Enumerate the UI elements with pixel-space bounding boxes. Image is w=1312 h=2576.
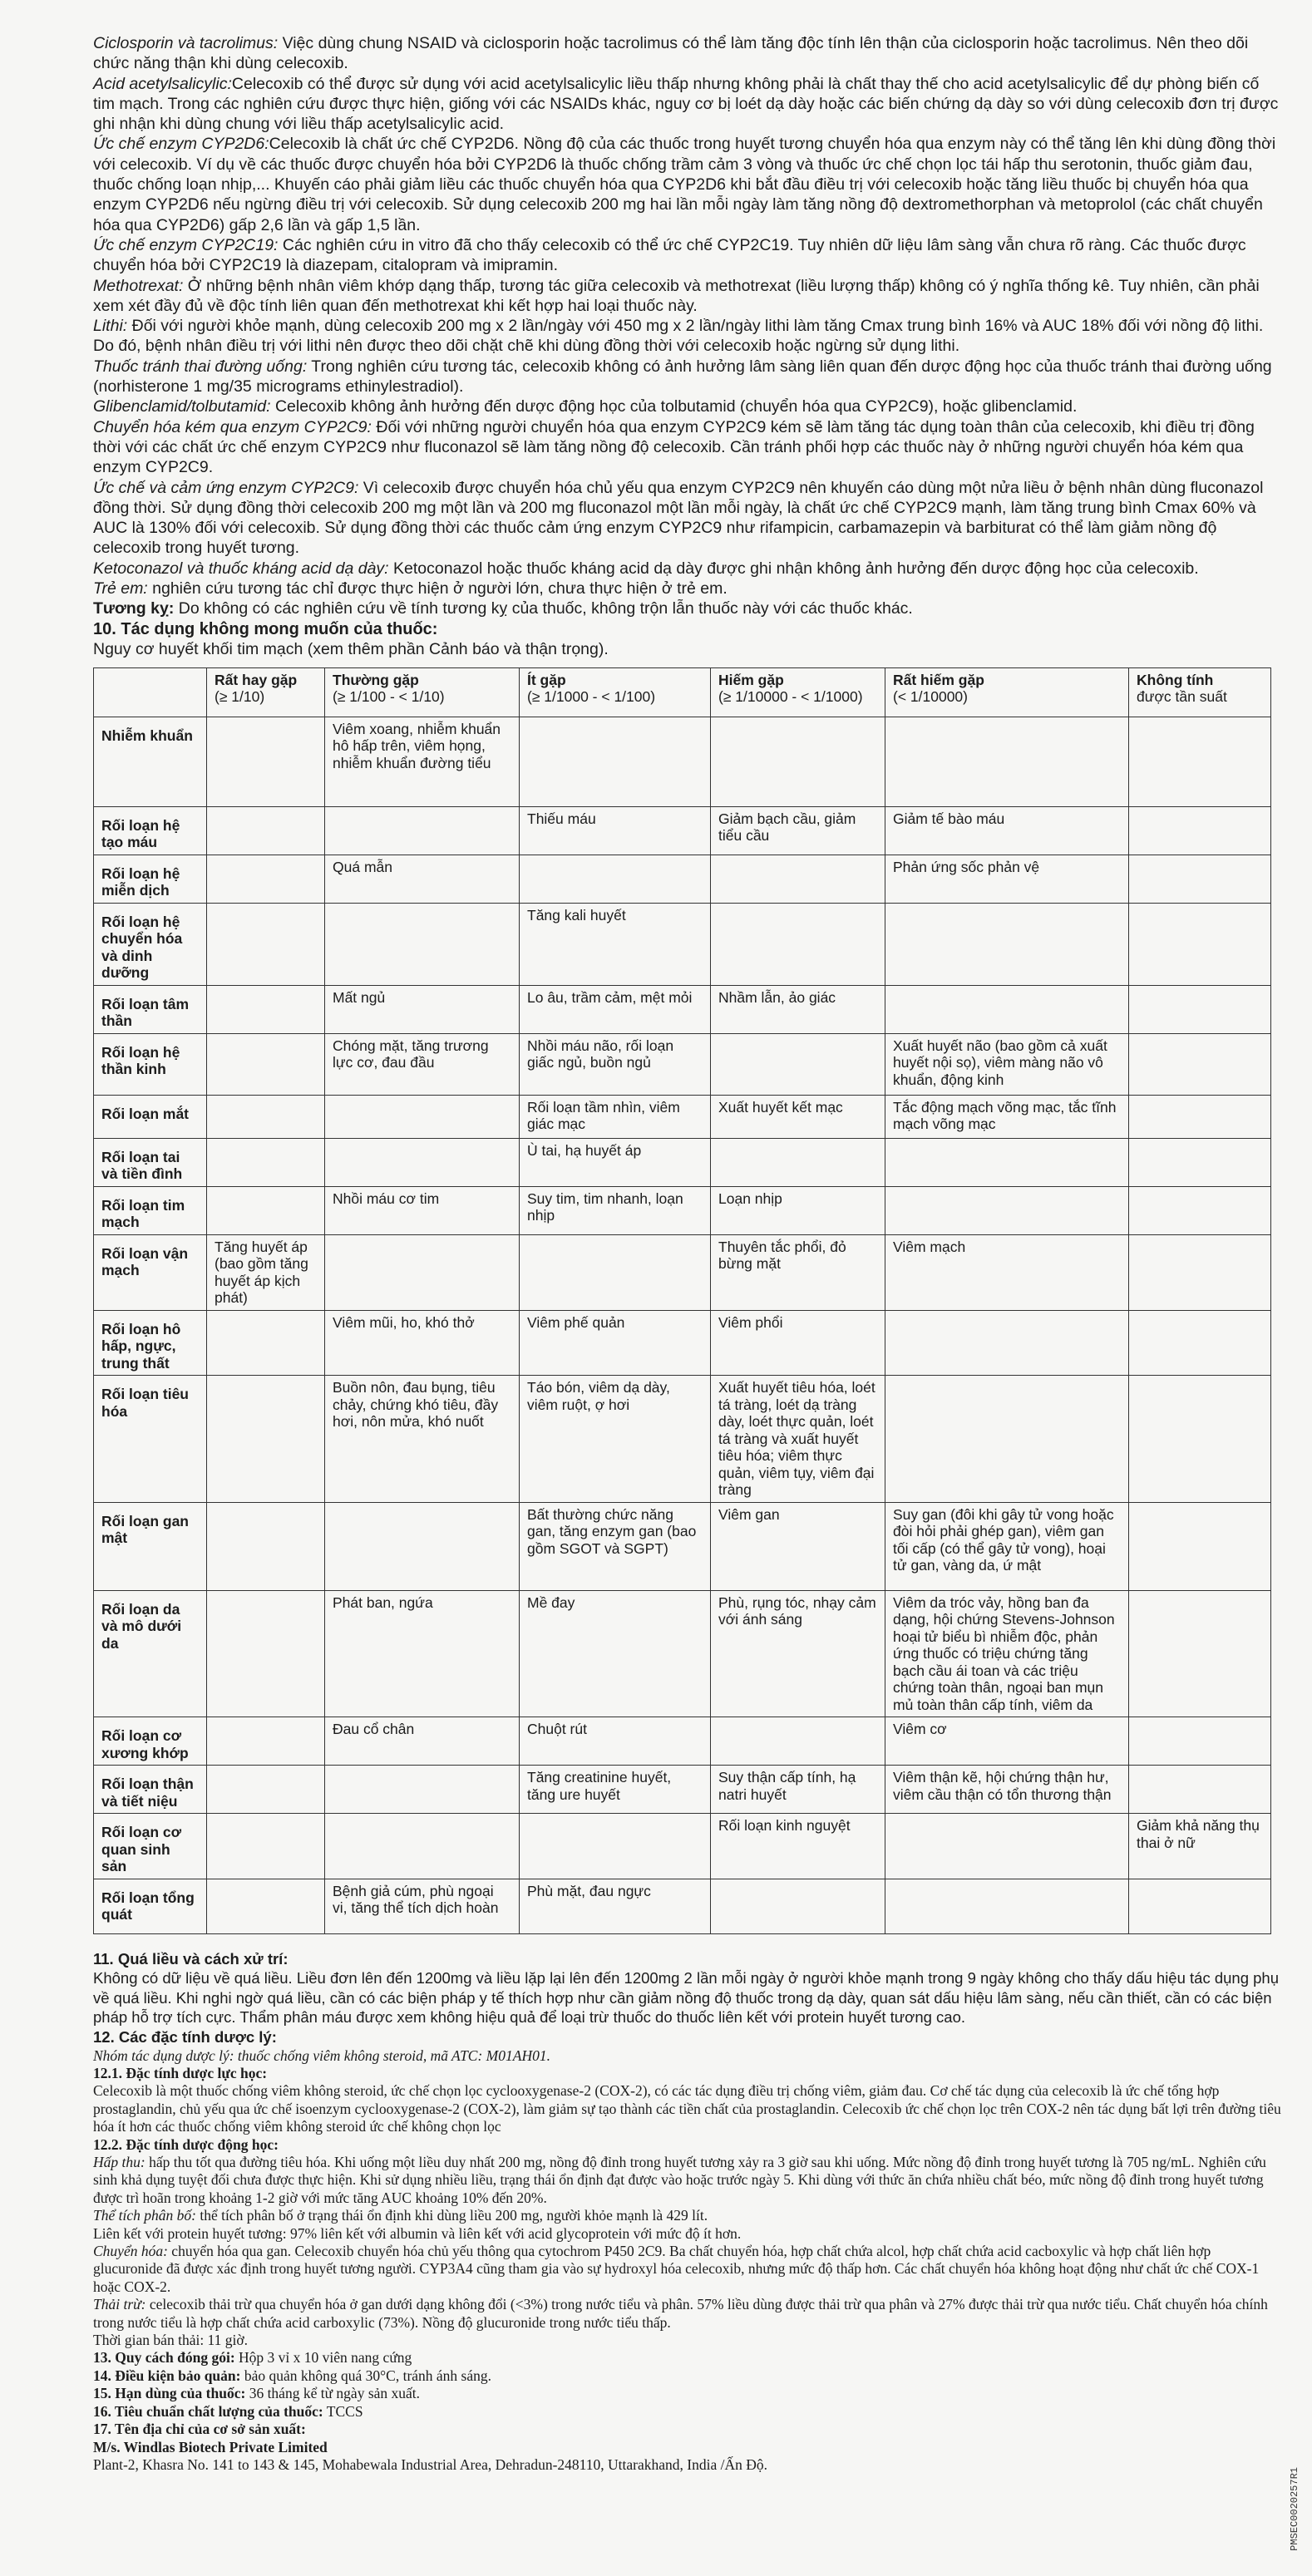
table-cell: [1129, 1590, 1271, 1717]
paragraph: Acid acetylsalicylic:Celecoxib có thể được sử dụng với acid acetylsalicylic liều thấp nhưng không phải là chất thay thế cho acid acetylsalicylic để dự phòng biến cố tim mạch. Trong các nghiên cứu được thực hiện, giống với các NSAIDs khác, nguy cơ bị loét dạ dày hoặc các biến chứng dạ dày so với dùng celecoxib đơn trị được ghi nhận khi dùng chung với liều thấp acetylsalicylic acid.: [93, 74, 1279, 134]
organ-class-cell: Nhiễm khuẩn: [94, 717, 207, 806]
table-cell: [885, 1138, 1129, 1186]
table-cell: [885, 1310, 1129, 1376]
table-cell: Phát ban, ngứa: [325, 1590, 520, 1717]
table-cell: [207, 1376, 325, 1503]
footer-item: 14. Điều kiện bảo quản: bảo quản không quá 30°C, tránh ánh sáng.: [93, 2367, 492, 2384]
footer-item: 17. Tên địa chỉ của cơ sở sản xuất:: [93, 2421, 306, 2438]
pk-item: Thải trừ: celecoxib thải trừ qua chuyển hóa ở gan dưới dạng không đổi (<3%) trong nước tiểu và phân. 57% liều dùng được thải trừ qua phân và 27% được thải trừ qua nước tiểu. Chất chuyển hóa chính trong nước tiểu là hợp chất chứa acid carboxylic (73%). Nồng độ glucuronide trong nước tiểu thấp.: [93, 2296, 1268, 2331]
organ-class-cell: Rối loạn vận mạch: [94, 1234, 207, 1310]
table-row: [94, 1502, 1271, 1590]
table-cell: Tăng kali huyết: [520, 903, 711, 985]
leaflet-page: [93, 33, 1282, 2474]
table-row: [94, 1033, 1271, 1095]
table-cell: [207, 1590, 325, 1717]
organ-class-cell: Rối loạn tâm thần: [94, 985, 207, 1033]
table-cell: [207, 1186, 325, 1234]
table-cell: [1129, 1033, 1271, 1095]
table-cell: Viêm gan: [711, 1502, 885, 1590]
table-cell: [885, 1814, 1129, 1879]
table-cell: [207, 1310, 325, 1376]
table-cell: [711, 1879, 885, 1933]
section-12-2-title: 12.2. Đặc tính dược động học:: [93, 2135, 279, 2153]
organ-class-cell: Rối loạn tổng quát: [94, 1879, 207, 1933]
table-cell: [207, 1879, 325, 1933]
table-header-row: [94, 667, 1271, 717]
table-cell: Viêm mũi, ho, khó thở: [325, 1310, 520, 1376]
table-cell: [711, 1138, 885, 1186]
pk-item: Thể tích phân bố: thể tích phân bố ở trạng thái ổn định khi dùng liều 200 mg, người khỏe mạnh là 429 lít.: [93, 2207, 708, 2224]
table-row: [94, 1376, 1271, 1503]
header-cell: Không tính được tần suất: [1129, 667, 1271, 717]
table-cell: Chuột rút: [520, 1717, 711, 1766]
document-code: PMSEC0020257R1: [1289, 2467, 1300, 2551]
table-row: [94, 1095, 1271, 1138]
table-cell: [207, 1766, 325, 1814]
organ-class-cell: Rối loạn hệ tạo máu: [94, 806, 207, 855]
table-cell: Nhầm lẫn, ảo giác: [711, 985, 885, 1033]
table-cell: [520, 717, 711, 806]
organ-class-cell: Rối loạn cơ xương khớp: [94, 1717, 207, 1766]
organ-class-cell: Rối loạn hệ thần kinh: [94, 1033, 207, 1095]
section-10-subtitle: Nguy cơ huyết khối tim mạch (xem thêm phần Cảnh báo và thận trọng).: [93, 639, 609, 658]
organ-class-cell: Rối loạn hệ miễn dịch: [94, 855, 207, 903]
table-cell: [885, 717, 1129, 806]
table-cell: [1129, 1502, 1271, 1590]
lower-sections: [93, 1949, 1282, 2475]
table-cell: Viêm cơ: [885, 1717, 1129, 1766]
paragraph: Chuyển hóa kém qua enzym CYP2C9: Đối với những người chuyển hóa qua enzym CYP2C9 kém sẽ làm tăng tác dụng toàn thân của celecoxib, khi điều trị đồng thời với các chất ức chế enzym CYP2C9 như fluconazol sẽ làm tăng nồng độ celecoxib. Cần tránh phối hợp các thuốc này ở những người chuyển hóa kém qua enzym CYP2C9.: [93, 417, 1255, 477]
section-12-1-text: Celecoxib là một thuốc chống viêm không steroid, ức chế chọn lọc cyclooxygenase-2 (COX-2), có các tác dụng điều trị chống viêm, giảm đau. Cơ chế tác dụng của celecoxib là ức chế tổng hợp prostaglandin, chủ yếu qua ức chế isoenzym cyclooxygenase-2 (COX-2), làm giảm sự tạo thành các tiền chất của prostaglandin. Celecoxib ức chế chọn lọc trên COX-2 nên tác dụng bất lợi trên đường tiêu hóa ít hơn các thuốc chống viêm không steroid ức chế không chọn lọc: [93, 2082, 1281, 2135]
table-cell: Bệnh giả cúm, phù ngoại vi, tăng thể tích dịch hoàn: [325, 1879, 520, 1933]
paragraph: Ciclosporin và tacrolimus: Việc dùng chung NSAID và ciclosporin hoặc tacrolimus có thể làm tăng độc tính lên thận của ciclosporin hoặc tacrolimus. Nên theo dõi chức năng thận khi dùng celecoxib.: [93, 34, 1249, 73]
table-cell: [1129, 806, 1271, 855]
header-cell: Thường gặp (≥ 1/100 - < 1/10): [325, 667, 520, 717]
table-cell: [325, 1814, 520, 1879]
paragraph: Ketoconazol và thuốc kháng acid dạ dày: Ketoconazol hoặc thuốc kháng acid dạ dày được ghi nhận không ảnh hưởng đến dược động học của celecoxib.: [93, 559, 1199, 578]
table-cell: Viêm xoang, nhiễm khuẩn hô hấp trên, viêm họng, nhiễm khuẩn đường tiểu: [325, 717, 520, 806]
header-cell: [94, 667, 207, 717]
table-cell: [207, 855, 325, 903]
table-cell: Giảm tế bào máu: [885, 806, 1129, 855]
section-11-title: 11. Quá liều và cách xử trí:: [93, 1949, 289, 1968]
table-cell: Suy gan (đôi khi gây tử vong hoặc đòi hỏi phải ghép gan), viêm gan tối cấp (có thể gây tử vong), hoại tử gan, vàng da, ứ mật: [885, 1502, 1129, 1590]
table-cell: [711, 855, 885, 903]
header-cell: Rất hay gặp (≥ 1/10): [207, 667, 325, 717]
header-cell: Rất hiếm gặp (< 1/10000): [885, 667, 1129, 717]
paragraph: Methotrexat: Ở những bệnh nhân viêm khớp dạng thấp, tương tác giữa celecoxib và methotrexat (liều lượng thấp) không có ý nghĩa thống kê. Tuy nhiên, cần phải xem xét đầy đủ về độc tính liên quan đến methotrexat khi kết hợp hai loại thuốc này.: [93, 276, 1260, 315]
table-cell: Giảm khả năng thụ thai ở nữ: [1129, 1814, 1271, 1879]
table-row: [94, 985, 1271, 1033]
table-cell: [1129, 717, 1271, 806]
table-cell: [711, 1033, 885, 1095]
table-cell: [885, 1879, 1129, 1933]
table-cell: Táo bón, viêm dạ dày, viêm ruột, ợ hơi: [520, 1376, 711, 1503]
paragraph: Thuốc tránh thai đường uống: Trong nghiên cứu tương tác, celecoxib không có ảnh hưởng lâm sàng liên quan đến dược động học của thuốc tránh thai đường uống (norhisterone 1 mg/35 micrograms ethinylestradiol).: [93, 357, 1272, 396]
table-cell: [325, 1234, 520, 1310]
organ-class-cell: Rối loạn gan mật: [94, 1502, 207, 1590]
table-cell: [1129, 855, 1271, 903]
table-cell: [520, 1814, 711, 1879]
table-cell: Tăng huyết áp (bao gồm tăng huyết áp kịch phát): [207, 1234, 325, 1310]
table-cell: Đau cổ chân: [325, 1717, 520, 1766]
paragraph: Trẻ em: nghiên cứu tương tác chỉ được thực hiện ở người lớn, chưa thực hiện ở trẻ em.: [93, 579, 728, 598]
table-cell: [207, 903, 325, 985]
table-cell: [325, 903, 520, 985]
table-cell: Tăng creatinine huyết, tăng ure huyết: [520, 1766, 711, 1814]
table-cell: Quá mẫn: [325, 855, 520, 903]
footer-item: 15. Hạn dùng của thuốc: 36 tháng kể từ ngày sản xuất.: [93, 2385, 421, 2402]
organ-class-cell: Rối loạn tiêu hóa: [94, 1376, 207, 1503]
table-cell: [711, 1717, 885, 1766]
table-cell: Xuất huyết não (bao gồm cả xuất huyết nội sọ), viêm màng não vô khuẩn, động kinh: [885, 1033, 1129, 1095]
table-cell: [520, 855, 711, 903]
table-row: [94, 1766, 1271, 1814]
table-cell: Ù tai, hạ huyết áp: [520, 1138, 711, 1186]
table-cell: Thiếu máu: [520, 806, 711, 855]
table-cell: [1129, 1234, 1271, 1310]
table-cell: [325, 1766, 520, 1814]
manufacturer-address: Plant-2, Khasra No. 141 to 143 & 145, Mohabewala Industrial Area, Dehradun-248110, Uttarakhand, India /Ấn Độ.: [93, 2455, 767, 2473]
table-cell: Nhồi máu não, rối loạn giấc ngủ, buồn ngủ: [520, 1033, 711, 1095]
paragraph: Ức chế enzym CYP2D6:Celecoxib là chất ức chế CYP2D6. Nồng độ của các thuốc trong huyết tương chuyển hóa qua enzym này có thể tăng lên khi dùng đồng thời với celecoxib. Ví dụ về các thuốc được chuyển hóa bởi CYP2D6 là thuốc chống trầm cảm 3 vòng và thuốc ức chế chọn lọc tái hấp thu serotonin, thuốc giảm đau, thuốc chống loạn nhịp,... Khuyến cáo phải giảm liều các thuốc chuyển hóa qua CYP2D6 khi bắt đầu điều trị với celecoxib hoặc tăng liều thuốc bị chuyển hóa qua enzym CYP2D6 nếu ngừng điều trị với celecoxib. Sử dụng celecoxib 200 mg hai lần mỗi ngày làm tăng nồng độ dextromethorphan và metoprolol (các chất chuyển hóa qua CYP2D6) gấp 2,6 lần và gấp 1,5 lần.: [93, 135, 1276, 234]
footer-item: 16. Tiêu chuẩn chất lượng của thuốc: TCCS: [93, 2402, 363, 2420]
table-cell: Tắc động mạch võng mạc, tắc tĩnh mạch võng mạc: [885, 1095, 1129, 1138]
table-cell: [1129, 1376, 1271, 1503]
header-cell: Hiếm gặp (≥ 1/10000 - < 1/1000): [711, 667, 885, 717]
table-cell: [207, 1138, 325, 1186]
table-cell: [1129, 1186, 1271, 1234]
paragraph: Ức chế enzym CYP2C19: Các nghiên cứu in vitro đã cho thấy celecoxib có thể ức chế CYP2C19. Tuy nhiên dữ liệu lâm sàng vẫn chưa rõ ràng. Các thuốc được chuyển hóa bởi CYP2C19 là diazepam, citalopram và imipramin.: [93, 235, 1246, 275]
table-cell: Xuất huyết kết mạc: [711, 1095, 885, 1138]
table-cell: [207, 985, 325, 1033]
table-cell: [1129, 1138, 1271, 1186]
table-cell: [207, 1717, 325, 1766]
organ-class-cell: Rối loạn cơ quan sinh sản: [94, 1814, 207, 1879]
table-cell: [207, 1502, 325, 1590]
table-row: [94, 1138, 1271, 1186]
table-cell: [325, 1095, 520, 1138]
table-cell: [885, 903, 1129, 985]
table-cell: Viêm thận kẽ, hội chứng thận hư, viêm cầu thận có tổn thương thận: [885, 1766, 1129, 1814]
organ-class-cell: Rối loạn thận và tiết niệu: [94, 1766, 207, 1814]
pk-item: Chuyển hóa: chuyển hóa qua gan. Celecoxib chuyển hóa chủ yếu thông qua cytochrom P450 2C9. Ba chất chuyển hóa, hợp chất chứa alcol, hợp chất chứa acid cacboxylic và hợp chất liên hợp glucuronide đã được xác định trong huyết tương người. CYP3A4 cũng tham gia vào sự hydroxyl hóa celecoxib, nhưng mức độ thấp hơn. Các chất chuyển hóa không hoạt động như chất ức chế COX-1 hoặc COX-2.: [93, 2243, 1260, 2295]
table-cell: Thuyên tắc phổi, đỏ bừng mặt: [711, 1234, 885, 1310]
table-row: [94, 1186, 1271, 1234]
table-row: [94, 1234, 1271, 1310]
table-cell: Mất ngủ: [325, 985, 520, 1033]
organ-class-cell: Rối loạn hô hấp, ngực, trung thất: [94, 1310, 207, 1376]
table-cell: Viêm da tróc vảy, hồng ban đa dạng, hội chứng Stevens-Johnson hoại tử biểu bì nhiễm độc, phản ứng thuốc có triệu chứng tăng bạch cầu ái toan và các triệu chứng toàn thân, ngoại ban mụn mủ toàn thân cấp tính, viêm da: [885, 1590, 1129, 1717]
table-cell: Viêm phế quản: [520, 1310, 711, 1376]
table-row: [94, 903, 1271, 985]
organ-class-cell: Rối loạn da và mô dưới da: [94, 1590, 207, 1717]
table-row: [94, 1717, 1271, 1766]
pk-item: Liên kết với protein huyết tương: 97% liên kết với albumin và liên kết với acid glycoprotein với mức độ ít hơn.: [93, 2224, 742, 2242]
table-cell: Viêm mạch: [885, 1234, 1129, 1310]
table-cell: Suy tim, tim nhanh, loạn nhịp: [520, 1186, 711, 1234]
table-cell: Bất thường chức năng gan, tăng enzym gan (bao gồm SGOT và SGPT): [520, 1502, 711, 1590]
pk-item: Hấp thu: hấp thu tốt qua đường tiêu hóa. Khi uống một liều duy nhất 200 mg, nồng độ đỉnh trong huyết tương xảy ra 3 giờ sau khi uống. Mức nồng độ đỉnh trong huyết tương là 705 ng/mL. Nghiên cứu sinh khả dụng tuyệt đối chưa được thực hiện. Khi sử dụng nhiều liều, trạng thái ổn định đạt được vào hoặc trước ngày 5. Khi dùng với thức ăn chứa nhiều chất béo, mức nồng độ đỉnh trong huyết tương được trì hoãn trong khoảng 1-2 giờ với mức tăng AUC khoảng 10% đến 20%.: [93, 2154, 1266, 2206]
table-cell: Phù, rụng tóc, nhạy cảm với ánh sáng: [711, 1590, 885, 1717]
table-cell: [325, 1138, 520, 1186]
table-cell: Nhồi máu cơ tim: [325, 1186, 520, 1234]
organ-class-cell: Rối loạn mắt: [94, 1095, 207, 1138]
table-cell: Giảm bạch cầu, giảm tiểu cầu: [711, 806, 885, 855]
paragraph: Glibenclamid/tolbutamid: Celecoxib không ảnh hưởng đến dược động học của tolbutamid (chuyển hóa qua CYP2C9), hoặc glibenclamid.: [93, 397, 1078, 416]
table-cell: [325, 1502, 520, 1590]
table-row: [94, 1814, 1271, 1879]
table-cell: [1129, 985, 1271, 1033]
table-cell: Phù mặt, đau ngực: [520, 1879, 711, 1933]
table-cell: [1129, 1717, 1271, 1766]
table-row: [94, 1310, 1271, 1376]
table-cell: Rối loạn kinh nguyệt: [711, 1814, 885, 1879]
table-row: [94, 806, 1271, 855]
table-cell: [885, 1186, 1129, 1234]
table-row: [94, 717, 1271, 806]
paragraph: Ức chế và cảm ứng enzym CYP2C9: Vì celecoxib được chuyển hóa chủ yếu qua enzym CYP2C9 nên khuyến cáo dùng một nửa liều ở bệnh nhân dùng fluconazol đồng thời. Sử dụng đồng thời celecoxib 200 mg một lần và 200 mg fluconazol một lần mỗi ngày, là chất ức chế CYP2C9 mạnh, làm tăng trung bình Cmax 60% và AUC là 130% đối với celecoxib. Sử dụng đồng thời các thuốc cảm ứng enzym CYP2C9 như rifampicin, carbamazepin và barbiturat có thể làm giảm nồng độ celecoxib trong huyết tương.: [93, 478, 1264, 558]
table-cell: [1129, 1095, 1271, 1138]
table-cell: Loạn nhịp: [711, 1186, 885, 1234]
paragraph: Lithi: Đối với người khỏe mạnh, dùng celecoxib 200 mg x 2 lần/ngày với 450 mg x 2 lần/ngày lithi làm tăng Cmax trung bình 16% và AUC 18% đối với nồng độ lithi. Do đó, bệnh nhân điều trị với lithi nên được theo dõi chặt chẽ khi dùng đồng thời với celecoxib hoặc ngừng sử dụng lithi.: [93, 317, 1264, 356]
organ-class-cell: Rối loạn hệ chuyển hóa và dinh dưỡng: [94, 903, 207, 985]
table-cell: [207, 1033, 325, 1095]
table-cell: [885, 985, 1129, 1033]
table-cell: [1129, 1766, 1271, 1814]
manufacturer-name: M/s. Windlas Biotech Private Limited: [93, 2438, 328, 2455]
header-cell: Ít gặp (≥ 1/1000 - < 1/100): [520, 667, 711, 717]
table-cell: [1129, 903, 1271, 985]
paragraph: Tương kỵ: Do không có các nghiên cứu về tính tương kỵ của thuốc, không trộn lẫn thuốc này với các thuốc khác.: [93, 599, 913, 618]
interactions-section: [93, 33, 1282, 619]
section-12-title: 12. Các đặc tính dược lý:: [93, 2027, 277, 2046]
table-cell: [207, 1814, 325, 1879]
table-cell: [325, 806, 520, 855]
table-cell: Buồn nôn, đau bụng, tiêu chảy, chứng khó tiêu, đầy hơi, nôn mửa, khó nuốt: [325, 1376, 520, 1503]
pk-item: Thời gian bán thải: 11 giờ.: [93, 2332, 249, 2349]
adverse-effects-table: [93, 667, 1271, 1934]
table-cell: Rối loạn tầm nhìn, viêm giác mạc: [520, 1095, 711, 1138]
table-cell: [520, 1234, 711, 1310]
section-12-1-title: 12.1. Đặc tính dược lực học:: [93, 2064, 268, 2081]
table-cell: [711, 903, 885, 985]
table-cell: [711, 717, 885, 806]
section-11-text: Không có dữ liệu về quá liều. Liều đơn lên đến 1200mg và liều lặp lại lên đến 1200mg 2 lần mỗi ngày ở người khỏe mạnh trong 9 ngày không cho thấy dấu hiệu tác dụng phụ về quá liều. Khi nghi ngờ quá liều, cần có các biện pháp y tế thích hợp như cần giảm nồng độ thuốc trong dạ dày, quan sát dấu hiệu lâm sàng, nếu cần thiết, cần có các biện pháp hỗ trợ tích cực. Thẩm phân máu được xem không hiệu quả để loại trừ thuốc do thuốc liên kết với protein huyết tương cao.: [93, 1969, 1280, 2027]
table-cell: [207, 1095, 325, 1138]
table-cell: [1129, 1879, 1271, 1933]
table-cell: [885, 1376, 1129, 1503]
table-cell: [207, 806, 325, 855]
footer-item: 13. Quy cách đóng gói: Hộp 3 vỉ x 10 viên nang cứng: [93, 2349, 412, 2367]
table-cell: Phản ứng sốc phản vệ: [885, 855, 1129, 903]
pharmacological-group: Nhóm tác dụng dược lý: thuốc chống viêm không steroid, mã ATC: M01AH01.: [93, 2047, 550, 2064]
table-cell: Xuất huyết tiêu hóa, loét tá tràng, loét dạ tràng dày, loét thực quản, loét tá tràng và xuất huyết tiêu hóa; viêm thực quản, viêm tụy, viêm đại tràng: [711, 1376, 885, 1503]
organ-class-cell: Rối loạn tim mạch: [94, 1186, 207, 1234]
table-cell: Viêm phổi: [711, 1310, 885, 1376]
table-cell: [207, 717, 325, 806]
table-cell: Lo âu, trầm cảm, mệt mỏi: [520, 985, 711, 1033]
organ-class-cell: Rối loạn tai và tiền đình: [94, 1138, 207, 1186]
table-row: [94, 1590, 1271, 1717]
section-10-title: 10. Tác dụng không mong muốn của thuốc:: [93, 619, 438, 638]
table-cell: Chóng mặt, tăng trương lực cơ, đau đầu: [325, 1033, 520, 1095]
table-row: [94, 855, 1271, 903]
table-row: [94, 1879, 1271, 1933]
table-cell: Mề đay: [520, 1590, 711, 1717]
table-cell: [1129, 1310, 1271, 1376]
table-cell: Suy thận cấp tính, hạ natri huyết: [711, 1766, 885, 1814]
